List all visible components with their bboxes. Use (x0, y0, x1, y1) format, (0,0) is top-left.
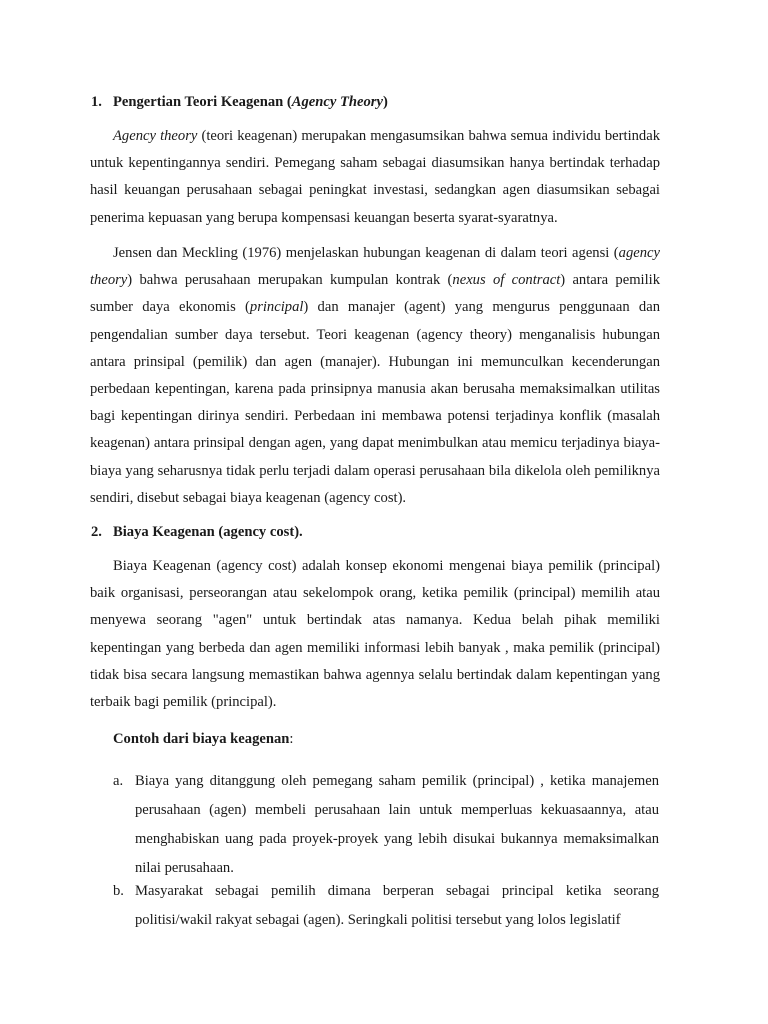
list-item-marker: a. (113, 773, 124, 789)
paragraph-2-text-1: Jensen dan Meckling (1976) menjelaskan hubungan keagenan di dalam teori agensi ( (113, 245, 619, 261)
section-1-title-prefix: Pengertian Teori Keagenan ( (113, 94, 292, 110)
paragraph-agency-cost-definition: Biaya Keagenan (agency cost) adalah konsep ekonomi mengenai biaya pemilik (principal) baik organisasi, perseorangan atau sekelompok orang, ketika pemilik (principal) memilih atau menyewa seorang "agen" untuk bertindak atas namanya. Kedua belah pihak memiliki kepentingan yang berbeda dan agen memiliki informasi lebih banyak , maka pemilik (principal) tidak bisa secara langsung memastikan bahwa agennya selalu bertindak dalam kepentingan yang terbaik bagi pemilik (principal). (90, 558, 660, 711)
section-1-title-suffix: ) (382, 94, 388, 110)
section-2-title: Biaya Keagenan (agency cost). (113, 524, 303, 540)
paragraph-2-text-4: ) dan manajer (agent) yang mengurus penggunaan dan pengendalian sumber daya tersebut. Teori keagenan (agency theory) menganalisis hubungan antara prinsipal (pemilik) dan agen (manajer). Hubungan ini memunculkan kecenderungan perbedaan kepentingan, karena pada prinsipnya manusia akan berusaha memaksimalkan utilitas bagi kepentingan dirinya sendiri. Perbedaan ini membawa potensi terjadinya konflik (masalah keagenan) antara prinsipal dengan agen, yang dapat menimbulkan atau memicu terjadinya biaya-biaya yang seharusnya tidak perlu terjadi dalam operasi perusahaan bila dikelola oleh pemiliknya sendiri, disebut sebagai biaya keagenan (agency cost). (90, 299, 660, 506)
paragraph-2-italic-3: principal (249, 299, 304, 316)
list-item (113, 767, 659, 883)
agency-theory-term: Agency theory (113, 128, 198, 144)
list-item-text: Biaya yang ditanggung oleh pemegang saham pemilik (principal) , ketika manajemen perusahaan (agen) membeli perusahaan lain untuk memperluas kekuasaannya, atau menghabiskan uang pada proyek-proyek yang lebih disukai bukannya memaksimalkan nilai perusahaan. (135, 773, 659, 876)
list-item-text: Masyarakat sebagai pemilih dimana berperan sebagai principal ketika seorang politisi/wakil rakyat sebagai (agen). Seringkali politisi tersebut yang lolos legislatif (135, 883, 659, 928)
section-2-number: 2. (91, 524, 102, 540)
paragraph-agency-theory-definition (90, 123, 660, 232)
examples-heading-colon: : (289, 731, 294, 747)
paragraph-2-italic-1: agency theory (90, 245, 660, 289)
section-1-number: 1. (91, 94, 102, 110)
paragraph-1-text: (teori keagenan) merupakan mengasumsikan bahwa semua individu bertindak untuk kepentingannya sendiri. Pemegang saham sebagai diasumsikan hanya bertindak terhadap hasil keuangan perusahaan sebagai peningkat investasi, sedangkan agen diasumsikan sebagai penerima kepuasan yang berupa kompensasi keuangan beserta syarat-syaratnya. (90, 128, 660, 226)
section-1-heading (91, 92, 388, 112)
paragraph-2-italic-2: nexus of contract (452, 272, 561, 289)
list-item (113, 877, 659, 935)
section-1-title-italic: Agency Theory (291, 94, 383, 110)
examples-heading-text: Contoh dari biaya keagenan (113, 731, 290, 747)
paragraph-2-text-2: ) bahwa perusahaan merupakan kumpulan kontrak ( (127, 272, 453, 289)
paragraph-2-text-3: ) antara pemilik sumber daya ekonomis ( (90, 272, 661, 316)
paragraph-jensen-meckling (90, 240, 660, 512)
examples-heading (113, 729, 293, 749)
list-item-marker: b. (113, 883, 124, 899)
section-2-heading (91, 522, 303, 542)
